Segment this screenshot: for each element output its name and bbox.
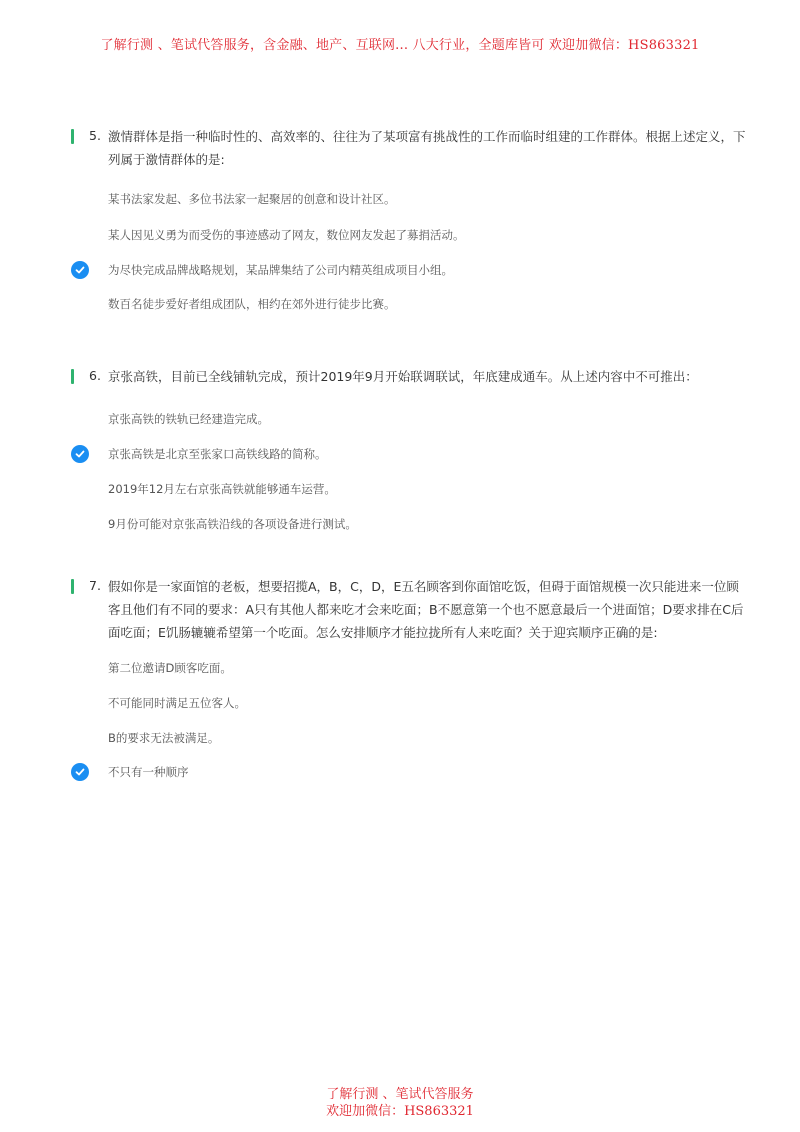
question-number: 7. <box>89 578 101 593</box>
check-circle-icon <box>71 261 89 279</box>
option-b[interactable]: 不可能同时满足五位客人。 <box>108 696 246 710</box>
option-a[interactable]: 第二位邀请D顾客吃面。 <box>108 661 232 675</box>
question-stem: 京张高铁，目前已全线铺轨完成，预计2019年9月开始联调联试，年底建成通车。从上述内容中不可推出： <box>108 369 698 384</box>
option-d[interactable]: 数百名徒步爱好者组成团队，相约在郊外进行徒步比赛。 <box>108 297 396 311</box>
question-stem: 假如你是一家面馆的老板，想要招揽A，B，C，D，E五名顾客到你面馆吃饭，但碍于面馆规模一次只能进来一位顾客且他们有不同的要求：A只有其他人都来吃才会来吃面；B不愿意第一个也不愿意最后一个进面馆；D要求排在C后面吃面；E饥肠辘辘希望第一个吃面。怎么安排顺序才能拉拢所有人来吃面？关于迎宾顺序正确的是: <box>108 579 744 640</box>
question-marker-bar <box>71 129 74 144</box>
footer-line-2: 欢迎加微信：HS863321 <box>326 1104 474 1119</box>
option-c[interactable]: 2019年12月左右京张高铁就能够通车运营。 <box>108 482 336 496</box>
option-d[interactable]: 不只有一种顺序 <box>108 765 189 779</box>
question-marker-bar <box>71 369 74 384</box>
option-a[interactable]: 某书法家发起、多位书法家一起聚居的创意和设计社区。 <box>108 192 396 206</box>
question-number: 6. <box>89 368 101 383</box>
option-b[interactable]: 京张高铁是北京至张家口高铁线路的简称。 <box>108 447 327 461</box>
question-stem: 激情群体是指一种临时性的、高效率的、往往为了某项富有挑战性的工作而临时组建的工作群体。根据上述定义，下列属于激情群体的是: <box>108 129 746 167</box>
footer-line-1: 了解行测 、笔试代答服务 <box>326 1087 474 1102</box>
option-b[interactable]: 某人因见义勇为而受伤的事迹感动了网友，数位网友发起了募捐活动。 <box>108 228 465 242</box>
footer-banner <box>0 1086 800 1120</box>
header-banner: 了解行测 、笔试代答服务，含金融、地产、互联网... 八大行业，全题库皆可 欢迎加微信：HS863321 <box>100 38 700 53</box>
option-c[interactable]: B的要求无法被满足。 <box>108 731 220 745</box>
question-marker-bar <box>71 579 74 594</box>
option-a[interactable]: 京张高铁的铁轨已经建造完成。 <box>108 412 269 426</box>
option-d[interactable]: 9月份可能对京张高铁沿线的各项设备进行测试。 <box>108 517 357 531</box>
option-c[interactable]: 为尽快完成品牌战略规划，某品牌集结了公司内精英组成项目小组。 <box>108 263 453 277</box>
check-circle-icon <box>71 445 89 463</box>
question-number: 5. <box>89 128 101 143</box>
check-circle-icon <box>71 763 89 781</box>
